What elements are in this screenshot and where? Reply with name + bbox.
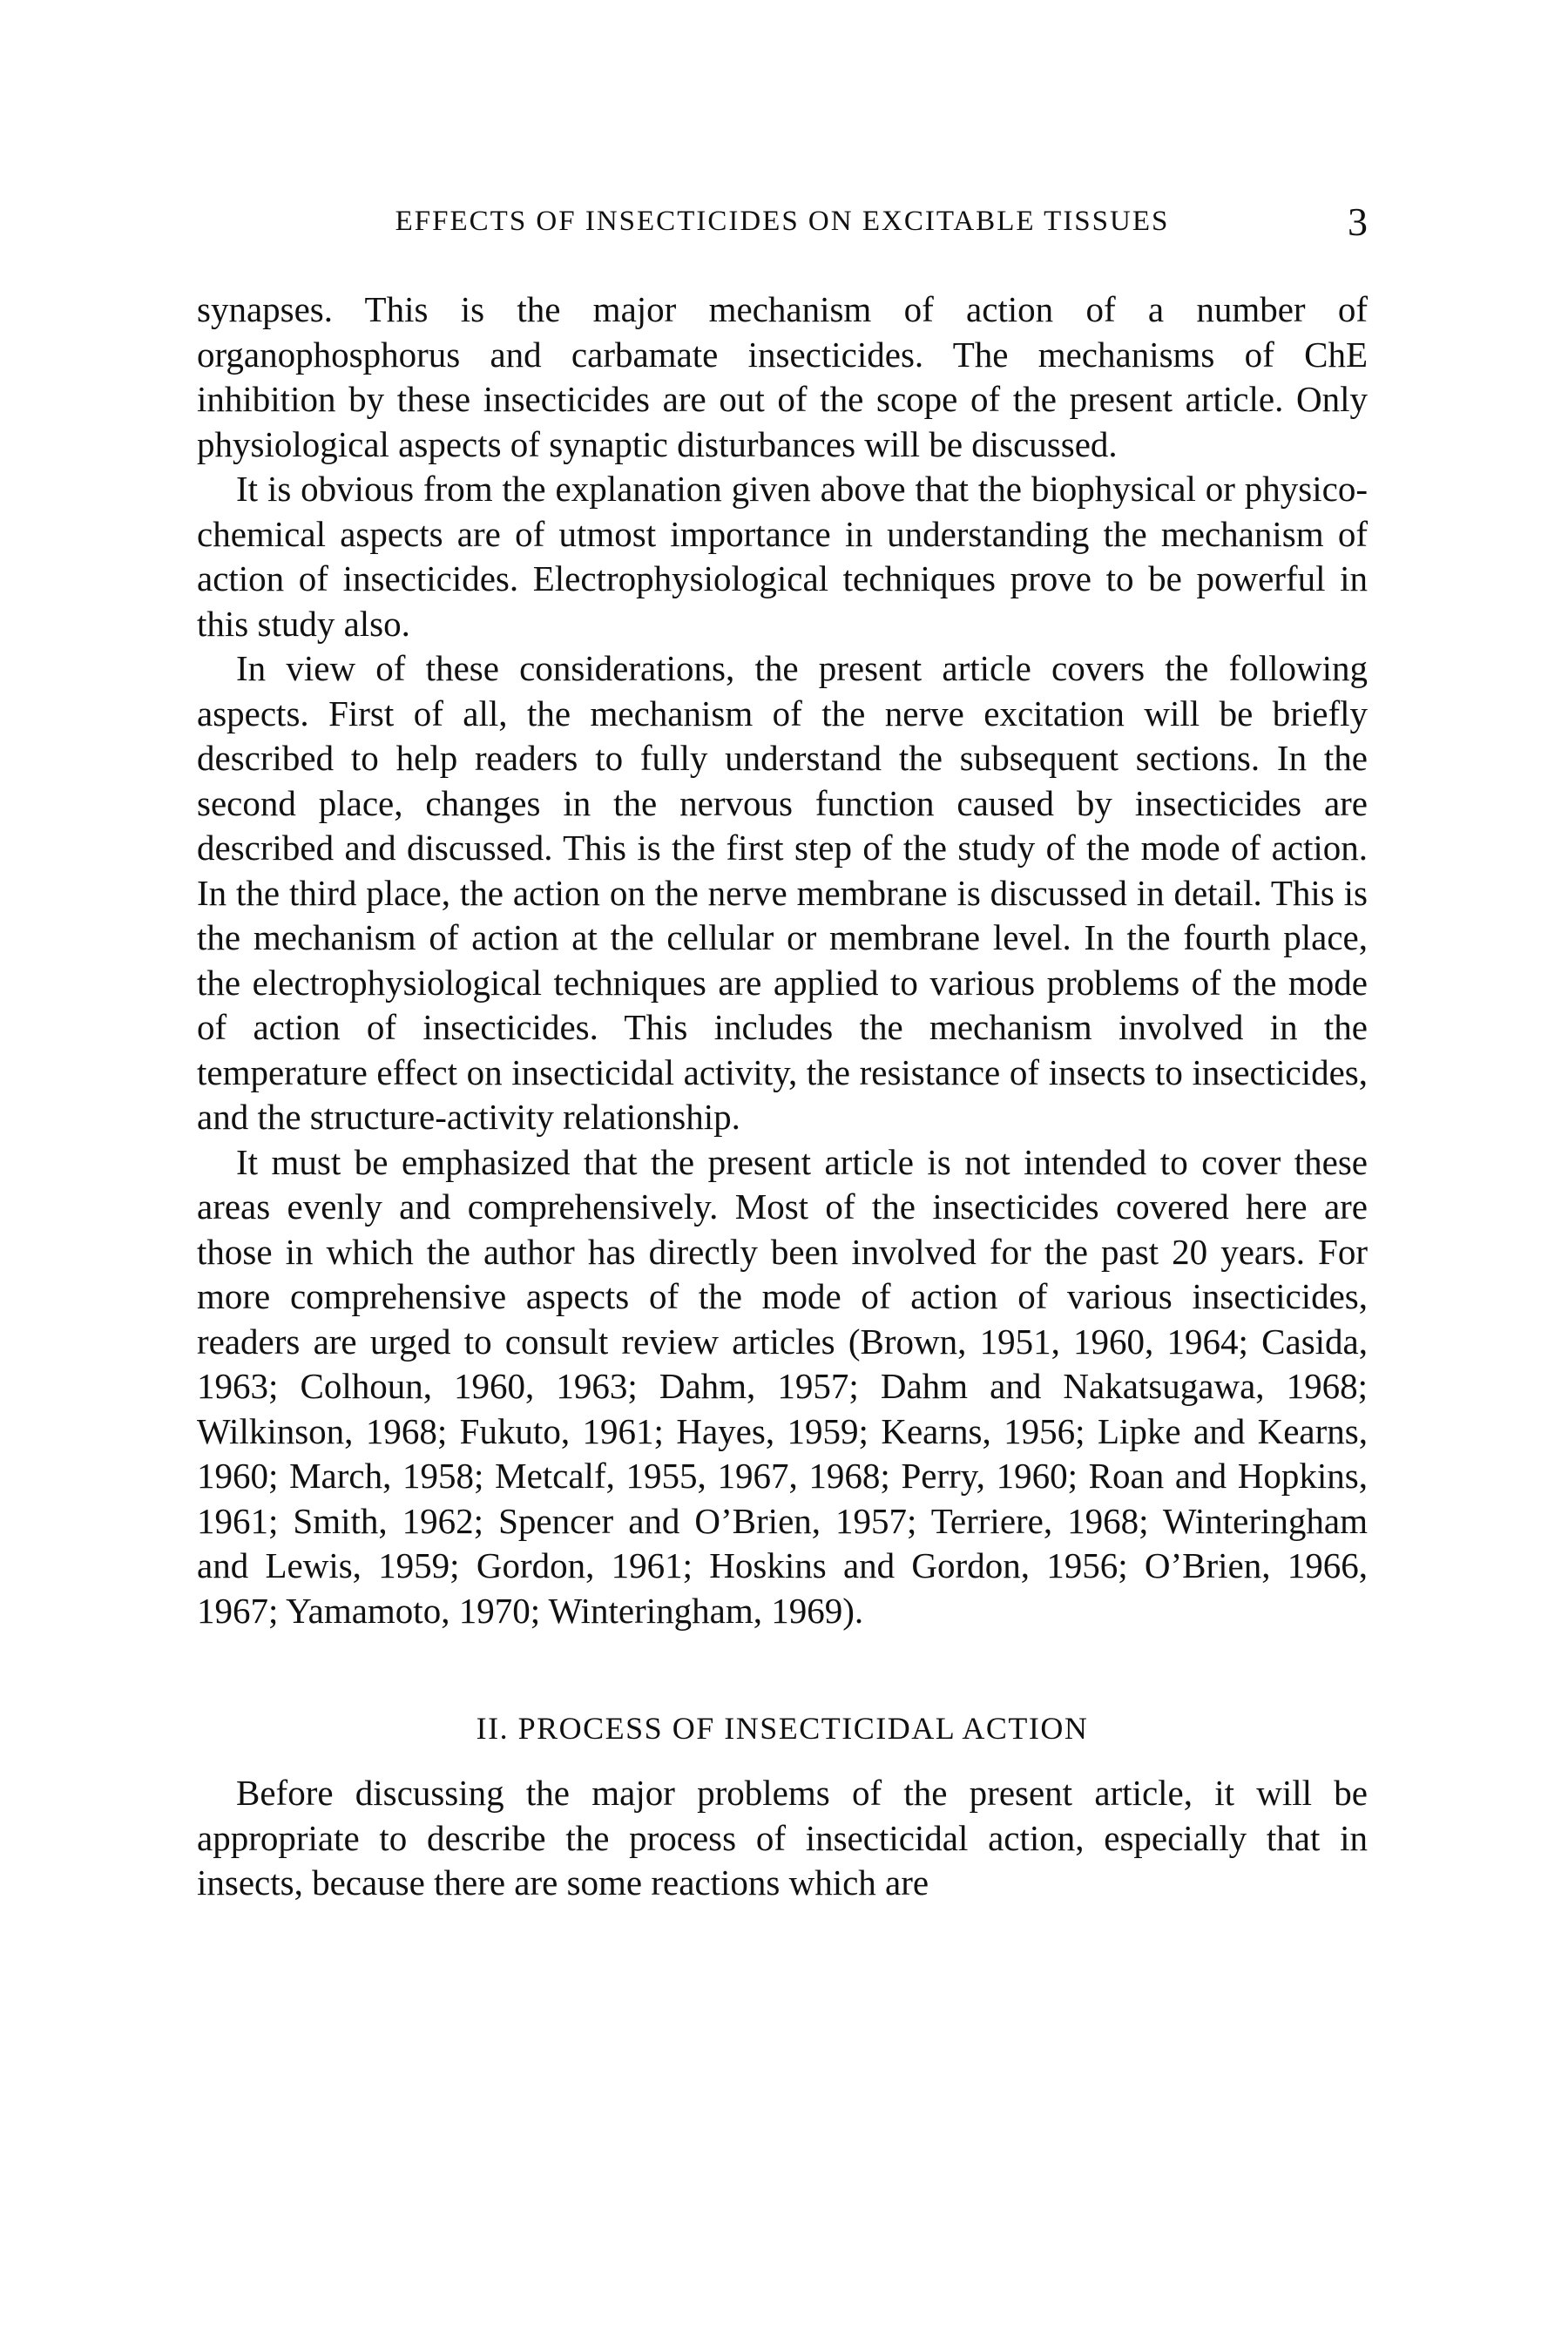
paragraph-biophysical-aspects: It is obvious from the explanation given above that the biophysical or physico-chemical aspects are of utmost importance in understanding the mechanism of action of insecticides. Electrophysiological techniques prove to be powerful in this study also. [197, 469, 1368, 644]
paragraph-article-outline: In view of these considerations, the present article covers the following aspects. First of all, the mechanism of the nerve excitation will be briefly described to help readers to fully understand the subsequent sections. In the second place, changes in the nervous function caused by insecticides are described and discussed. This is the first step of the study of the mode of action. In the third place, the action on the nerve membrane is discussed in detail. This is the mechanism of action at the cellular or membrane level. In the fourth place, the electrophysiological techniques are applied to various problems of the mode of action of insecticides. This includes the mechanism involved in the temperature effect on insecticidal activity, the resistance of insects to insecticides, and the structure-activity relationship. [197, 648, 1368, 1137]
paragraph-scope-and-references: It must be emphasized that the present article is not intended to cover these areas evenly and comprehensively. Most of the insecticides covered here are those in which the author has directly been involved for the past 20 years. For more comprehensive aspects of the mode of action of various insecticides, readers are urged to consult review articles (Brown, 1951, 1960, 1964; Casida, 1963; Colhoun, 1960, 1963; Dahm, 1957; Dahm and Nakatsugawa, 1968; Wilkinson, 1968; Fukuto, 1961; Hayes, 1959; Kearns, 1956; Lipke and Kearns, 1960; March, 1958; Metcalf, 1955, 1967, 1968; Perry, 1960; Roan and Hopkins, 1961; Smith, 1962; Spencer and O’Brien, 1957; Terriere, 1968; Winteringham and Lewis, 1959; Gordon, 1961; Hoskins and Gordon, 1956; O’Brien, 1966, 1967; Yamamoto, 1970; Winteringham, 1969). [197, 1141, 1368, 1631]
paragraph-continuation: synapses. This is the major mechanism of action of a number of organophosphorus and carbamate insecticides. The mechanisms of ChE inhibition by these insecticides are out of the scope of the present article. Only physiological aspects of synaptic disturbances will be discussed. [197, 289, 1368, 464]
page-number: 3 [1348, 199, 1368, 244]
running-title: EFFECTS OF INSECTICIDES ON EXCITABLE TISSUES [395, 206, 1170, 237]
paragraph-section-intro: Before discussing the major problems of the present article, it will be appropriate to describe the process of insecticidal action, especially that in insects, because there are some reactions which are [197, 1773, 1368, 1903]
body-text [197, 287, 1368, 1906]
section-heading: II. PROCESS OF INSECTICIDAL ACTION [476, 1711, 1089, 1746]
running-header [197, 199, 1368, 251]
